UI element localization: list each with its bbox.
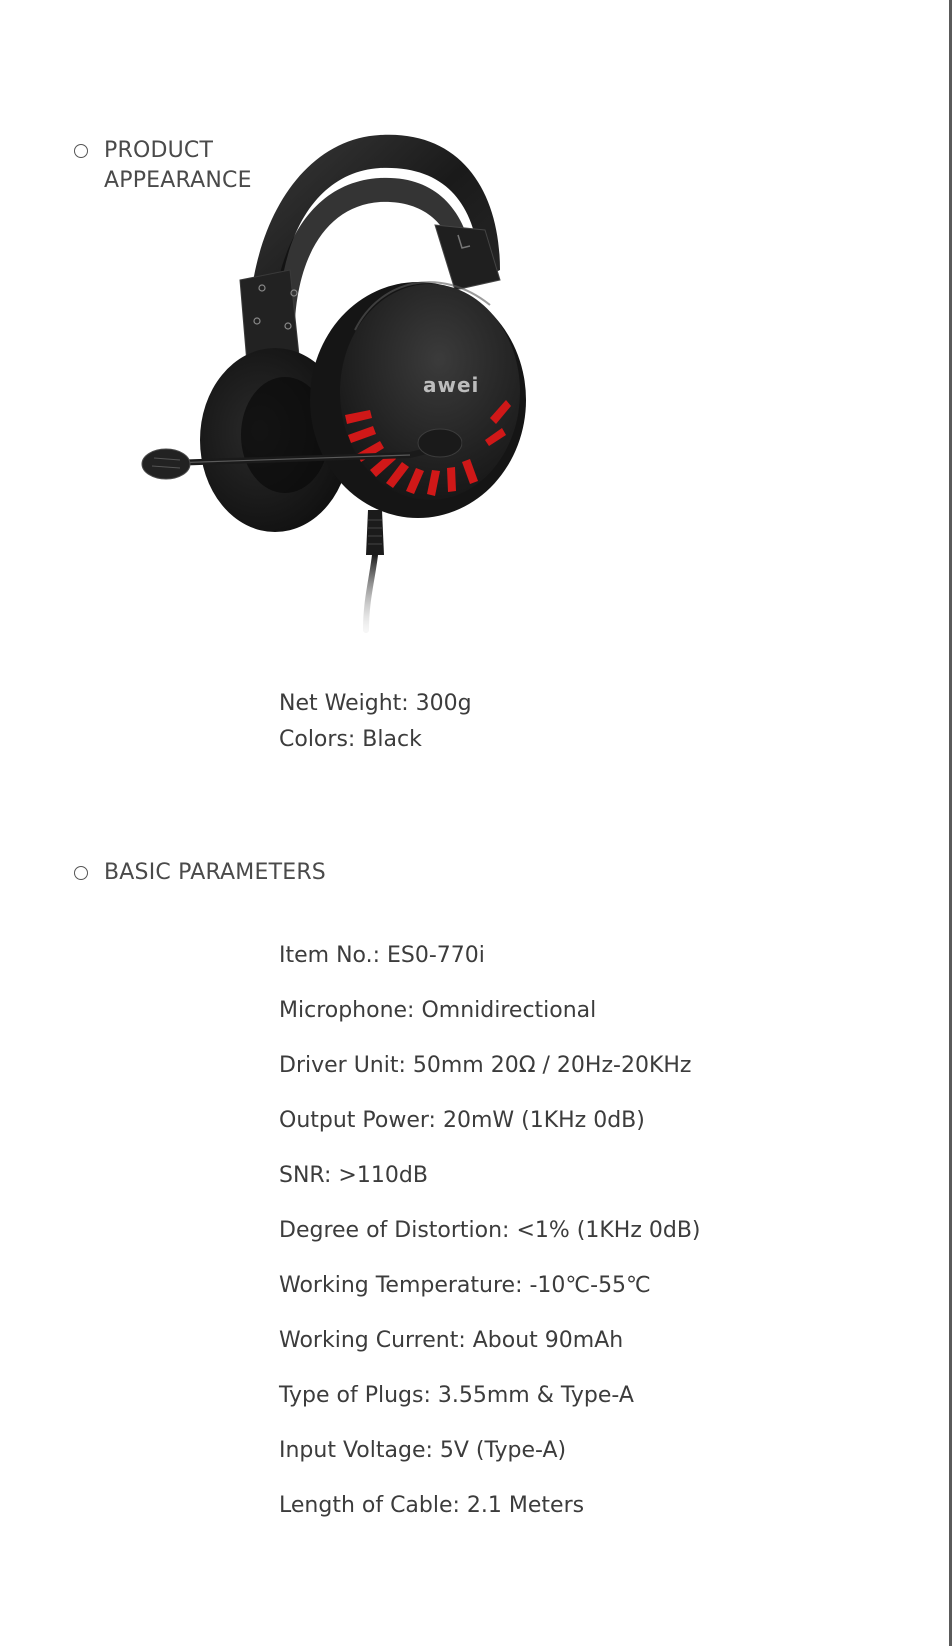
cable-strain-relief [366,510,384,555]
appearance-spec-list [279,686,472,758]
param-cable-length: Length of Cable: 2.1 Meters [279,1493,585,1518]
param-input-voltage: Input Voltage: 5V (Type-A) [279,1438,567,1463]
heading-line-1: PRODUCT [104,138,214,163]
param-item-no: Item No.: ES0-770i [279,943,485,968]
heading-text: BASIC PARAMETERS [104,860,326,885]
param-working-current: Working Current: About 90mAh [279,1328,624,1353]
circle-bullet-icon [74,144,88,158]
param-driver-unit: Driver Unit: 50mm 20Ω / 20Hz-20KHz [279,1053,692,1078]
spec-net-weight: Net Weight: 300g [279,691,472,716]
spec-colors: Colors: Black [279,727,422,752]
heading-line-2: APPEARANCE [104,168,252,193]
headset-cable [366,555,375,630]
section-heading-basic-parameters [74,858,326,888]
param-working-temperature: Working Temperature: -10℃-55℃ [279,1273,651,1298]
basic-parameters-list [279,938,701,1543]
param-output-power: Output Power: 20mW (1KHz 0dB) [279,1108,645,1133]
circle-bullet-icon [74,866,88,880]
mic-head [142,449,190,479]
param-snr: SNR: >110dB [279,1163,428,1188]
param-distortion: Degree of Distortion: <1% (1KHz 0dB) [279,1218,701,1243]
mic-pivot [418,429,462,457]
param-plug-type: Type of Plugs: 3.55mm & Type-A [279,1383,634,1408]
brand-logo: awei [423,373,480,397]
headset-product-image [140,130,540,650]
param-microphone: Microphone: Omnidirectional [279,998,597,1023]
